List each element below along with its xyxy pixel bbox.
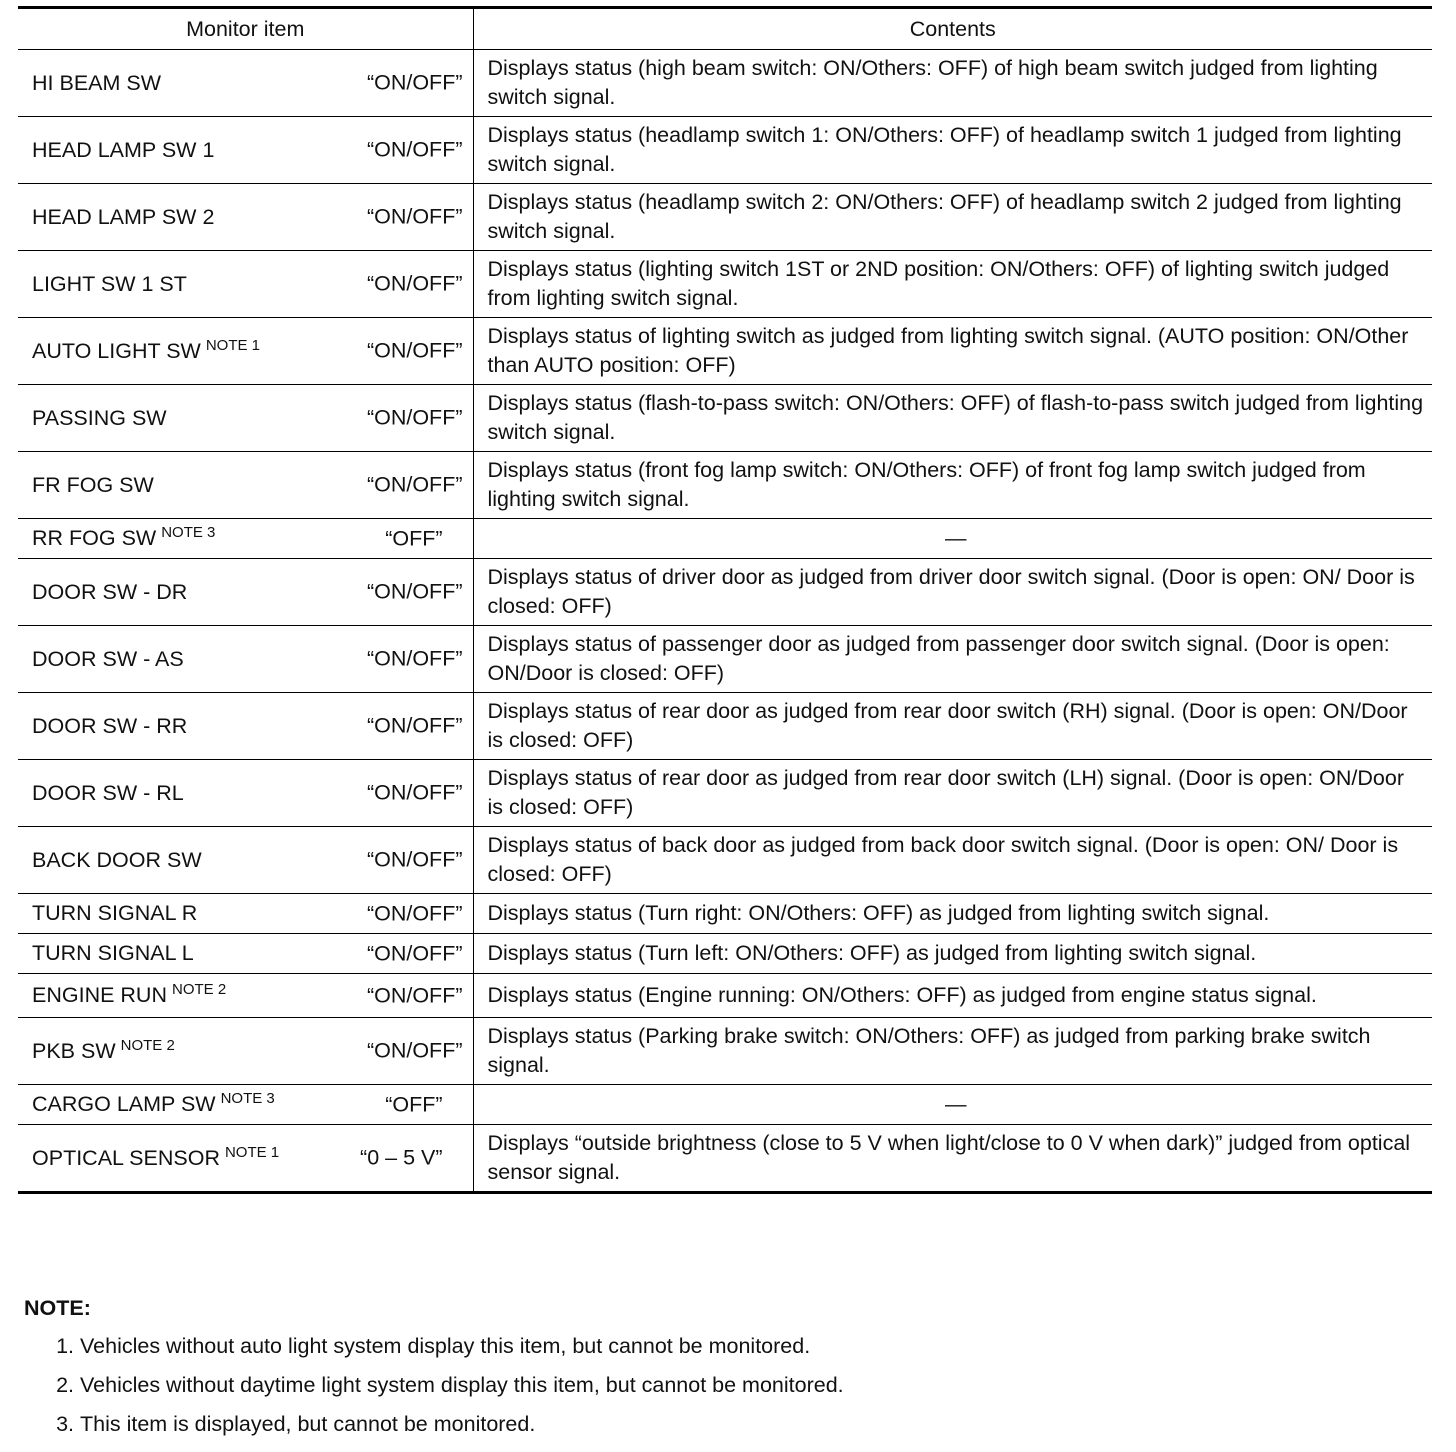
contents-cell: Displays status of lighting switch as judged from lighting switch signal. (AUTO position: ON/Other than AUTO position: OFF) [473,318,1432,385]
item-name: FR FOG SW [32,472,154,497]
contents-cell: Displays status (Turn right: ON/Others: OFF) as judged from lighting switch signal. [473,894,1432,934]
item-name: DOOR SW - AS [32,646,184,671]
item-value: “ON/OFF” [366,137,463,162]
contents-cell: Displays “outside brightness (close to 5 V when light/close to 0 V when dark)” judged from optical sensor signal. [473,1125,1432,1193]
monitor-item-cell [18,50,473,117]
header-monitor-item: Monitor item [18,8,473,50]
table-row [18,626,1432,693]
monitor-item-cell [18,760,473,827]
monitor-item-cell [18,693,473,760]
table-row [18,760,1432,827]
item-value: “ON/OFF” [366,204,463,229]
monitor-item-cell [18,974,473,1018]
item-name: HEAD LAMP SW 2 [32,204,215,229]
table-row [18,1085,1432,1125]
table-row [18,385,1432,452]
note-reference: NOTE 1 [205,336,261,354]
contents-cell: Displays status (headlamp switch 1: ON/Others: OFF) of headlamp switch 1 judged from lighting switch signal. [473,117,1432,184]
item-name: OPTICAL SENSOR [32,1145,220,1170]
table-row [18,184,1432,251]
contents-cell: Displays status (Turn left: ON/Others: OFF) as judged from lighting switch signal. [473,934,1432,974]
note-item: 2. Vehicles without daytime light system display this item, but cannot be monitored. [80,1366,844,1405]
table-row [18,974,1432,1018]
monitor-item-cell [18,117,473,184]
monitor-item-cell [18,1085,473,1125]
monitor-item-cell [18,452,473,519]
monitor-item-cell [18,318,473,385]
item-value: “ON/OFF” [366,780,463,805]
contents-cell: — [473,1085,1432,1125]
item-value: “ON/OFF” [366,1038,463,1063]
table-row [18,318,1432,385]
table-row [18,50,1432,117]
table-row [18,117,1432,184]
contents-cell: Displays status (front fog lamp switch: ON/Others: OFF) of front fog lamp switch judged from lighting switch signal. [473,452,1432,519]
item-value: “ON/OFF” [366,713,463,738]
table-row [18,1018,1432,1085]
item-name: ENGINE RUN [32,983,167,1007]
item-name: PKB SW [32,1038,116,1063]
note-reference: NOTE 1 [224,1143,280,1161]
table-row [18,1125,1432,1193]
item-name: DOOR SW - RL [32,780,184,805]
item-value: “ON/OFF” [366,941,463,965]
contents-cell: Displays status (Parking brake switch: ON/Others: OFF) as judged from parking brake switch signal. [473,1018,1432,1085]
item-name: RR FOG SW [32,526,157,550]
note-item: 3. This item is displayed, but cannot be monitored. [80,1405,844,1444]
monitor-item-table [18,6,1432,1194]
table-row [18,894,1432,934]
item-value: “ON/OFF” [366,405,463,430]
item-name: TURN SIGNAL R [32,901,198,925]
monitor-item-cell [18,827,473,894]
note-reference: NOTE 2 [120,1036,175,1054]
monitor-item-cell [18,559,473,626]
contents-cell: — [473,519,1432,559]
table-row [18,559,1432,626]
item-value: “ON/OFF” [366,338,463,363]
monitor-item-cell [18,894,473,934]
monitor-item-cell [18,251,473,318]
table-row [18,519,1432,559]
monitor-item-cell [18,184,473,251]
table-row [18,452,1432,519]
table-row [18,827,1432,894]
notes-section [24,1296,844,1444]
item-value: “ON/OFF” [366,579,463,604]
item-name: PASSING SW [32,405,167,430]
monitor-item-cell [18,1125,473,1193]
item-value: “OFF” [385,526,443,550]
notes-title: NOTE: [24,1296,91,1320]
item-name: HEAD LAMP SW 1 [32,137,215,162]
contents-cell: Displays status (lighting switch 1ST or 2ND position: ON/Others: OFF) of lighting switch judged from lighting switch signal. [473,251,1432,318]
contents-cell: Displays status of rear door as judged from rear door switch (LH) signal. (Door is open: ON/Door is closed: OFF) [473,760,1432,827]
contents-cell: Displays status (high beam switch: ON/Others: OFF) of high beam switch judged from lighting switch signal. [473,50,1432,117]
item-value: “ON/OFF” [366,646,463,671]
item-name: DOOR SW - RR [32,713,188,738]
table-row [18,251,1432,318]
note-item: 1. Vehicles without auto light system display this item, but cannot be monitored. [80,1327,844,1366]
item-value: “ON/OFF” [366,472,463,497]
header-contents: Contents [473,8,1432,50]
monitor-item-cell [18,385,473,452]
contents-cell: Displays status of passenger door as judged from passenger door switch signal. (Door is open: ON/Door is closed: OFF) [473,626,1432,693]
contents-cell: Displays status (headlamp switch 2: ON/Others: OFF) of headlamp switch 2 judged from lighting switch signal. [473,184,1432,251]
table-row [18,693,1432,760]
monitor-item-cell [18,519,473,559]
monitor-item-cell [18,1018,473,1085]
item-name: LIGHT SW 1 ST [32,271,187,296]
item-name: TURN SIGNAL L [32,941,194,965]
table-row [18,934,1432,974]
note-reference: NOTE 3 [220,1090,275,1107]
item-value: “ON/OFF” [366,271,463,296]
item-value: “ON/OFF” [366,70,463,95]
item-value: “0 – 5 V” [360,1145,443,1170]
contents-cell: Displays status of back door as judged from back door switch signal. (Door is open: ON/ Door is closed: OFF) [473,827,1432,894]
contents-cell: Displays status of rear door as judged from rear door switch (RH) signal. (Door is open: ON/Door is closed: OFF) [473,693,1432,760]
monitor-item-cell [18,934,473,974]
item-value: “OFF” [385,1092,443,1116]
table-header-row [18,8,1432,50]
monitor-item-cell [18,626,473,693]
item-name: DOOR SW - DR [32,579,188,604]
contents-cell: Displays status of driver door as judged from driver door switch signal. (Door is open: ON/ Door is closed: OFF) [473,559,1432,626]
notes-list [24,1327,844,1444]
item-name: BACK DOOR SW [32,847,202,872]
note-reference: NOTE 2 [171,981,227,998]
item-name: HI BEAM SW [32,70,162,95]
item-value: “ON/OFF” [366,847,463,872]
contents-cell: Displays status (flash-to-pass switch: ON/Others: OFF) of flash-to-pass switch judged from lighting switch signal. [473,385,1432,452]
item-value: “ON/OFF” [366,901,463,925]
item-name: CARGO LAMP SW [32,1092,216,1116]
note-reference: NOTE 3 [161,524,216,541]
item-name: AUTO LIGHT SW [32,338,201,363]
contents-cell: Displays status (Engine running: ON/Others: OFF) as judged from engine status signal. [473,974,1432,1018]
item-value: “ON/OFF” [366,983,463,1007]
